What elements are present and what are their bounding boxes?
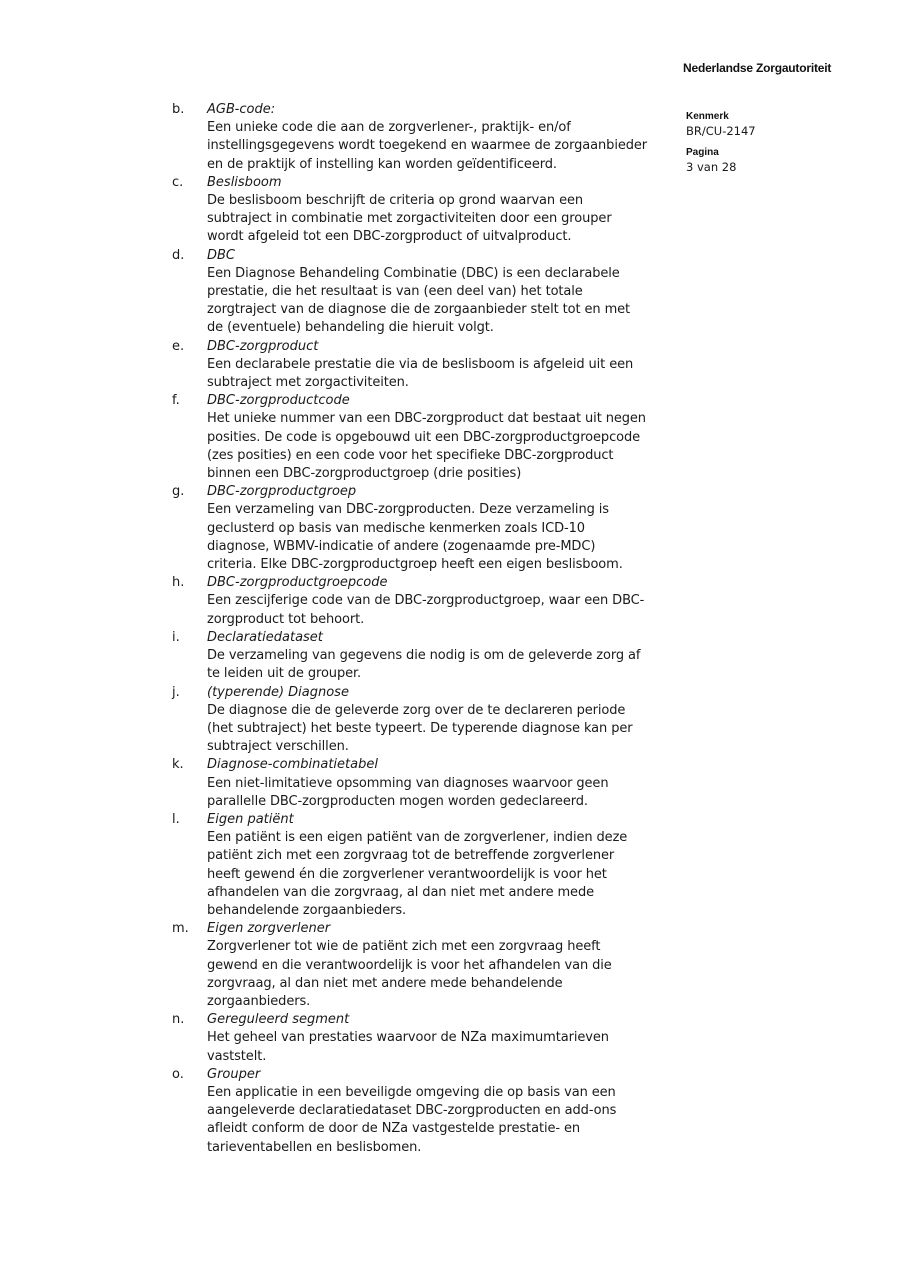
definition-term: Beslisboom <box>207 174 282 190</box>
definition-text-line: afleidt conform de door de NZa vastgestelde prestatie- en <box>207 1121 581 1137</box>
definition-body <box>207 756 732 811</box>
definition-item <box>172 811 732 920</box>
definition-letter: g. <box>172 484 185 500</box>
definition-text-line: wordt afgeleid tot een DBC-zorgproduct of uitvalproduct. <box>207 229 572 245</box>
definition-body <box>207 392 732 483</box>
definition-text-line: Een Diagnose Behandeling Combinatie (DBC) is een declarabele <box>207 265 620 281</box>
definition-body <box>207 483 732 574</box>
definition-letter: h. <box>172 575 185 591</box>
definition-text-line: diagnose, WBMV-indicatie of andere (zogenaamde pre-MDC) <box>207 538 596 554</box>
definition-text-line: Zorgverlener tot wie de patiënt zich met een zorgvraag heeft <box>207 939 601 955</box>
definition-text-line: zorgaanbieders. <box>207 993 311 1009</box>
definition-body <box>207 684 732 757</box>
definition-letter: d. <box>172 247 185 263</box>
definition-text-line: Een applicatie in een beveiligde omgeving die op basis van een <box>207 1084 616 1100</box>
pagina-label: Pagina <box>686 147 719 158</box>
definition-text-line: zorgtraject van de diagnose die de zorgaanbieder stelt tot en met <box>207 302 631 318</box>
definition-text-line: geclusterd op basis van medische kenmerken zoals ICD-10 <box>207 520 585 536</box>
definition-text-line: aangeleverde declaratiedataset DBC-zorgproducten en add-ons <box>207 1103 617 1119</box>
definition-text-line: Het geheel van prestaties waarvoor de NZa maximumtarieven <box>207 1030 609 1046</box>
definition-text-line: parallelle DBC-zorgproducten mogen worden gedeclareerd. <box>207 793 588 809</box>
definition-letter: b. <box>172 102 185 117</box>
definition-term: AGB-code: <box>207 102 276 117</box>
definition-text-line: Een zescijferige code van de DBC-zorgproductgroep, waar een DBC- <box>207 593 645 609</box>
definition-body <box>207 247 732 338</box>
definitions-list <box>172 101 732 1157</box>
definition-text-line: Een patiënt is een eigen patiënt van de zorgverlener, indien deze <box>207 830 628 846</box>
definition-text-line: zorgproduct tot behoort. <box>207 611 365 627</box>
definition-term: Eigen zorgverlener <box>207 921 331 937</box>
definition-body <box>207 629 732 684</box>
kenmerk-value: BR/CU-2147 <box>686 124 756 138</box>
definition-item <box>172 483 732 574</box>
definition-item <box>172 338 732 393</box>
definition-text-line: tarieventabellen en beslisbomen. <box>207 1139 422 1155</box>
definition-text-line: binnen een DBC-zorgproductgroep (drie posities) <box>207 466 522 482</box>
definition-text-line: heeft gewend én die zorgverlener verantwoordelijk is voor het <box>207 866 607 882</box>
definition-body <box>207 574 732 629</box>
definition-text-line: subtraject verschillen. <box>207 739 349 755</box>
definition-body <box>207 1066 732 1157</box>
definition-text-line: Het unieke nummer van een DBC-zorgproduct dat bestaat uit negen <box>207 411 646 427</box>
definition-item <box>172 684 732 757</box>
definition-letter: j. <box>172 684 180 700</box>
definition-item <box>172 101 732 174</box>
definition-text-line: posities. De code is opgebouwd uit een DBC-zorgproductgroepcode <box>207 429 641 445</box>
definition-text-line: subtraject met zorgactiviteiten. <box>207 375 409 391</box>
definition-term: Diagnose-combinatietabel <box>207 757 378 773</box>
definition-term: Grouper <box>207 1066 261 1082</box>
definition-term: DBC-zorgproductgroep <box>207 484 357 500</box>
definition-item <box>172 629 732 684</box>
definition-text-line: de (eventuele) behandeling die hieruit volgt. <box>207 320 494 336</box>
definition-text-line: De verzameling van gegevens die nodig is om de geleverde zorg af <box>207 648 641 664</box>
definition-body <box>207 101 732 174</box>
definition-item <box>172 574 732 629</box>
definition-text-line: criteria. Elke DBC-zorgproductgroep heeft een eigen beslisboom. <box>207 557 623 573</box>
definition-text-line: Een verzameling van DBC-zorgproducten. Deze verzameling is <box>207 502 609 518</box>
definition-term: Gereguleerd segment <box>207 1012 350 1028</box>
definition-item <box>172 920 732 1011</box>
definition-text-line: vaststelt. <box>207 1048 267 1064</box>
definition-term: DBC-zorgproduct <box>207 338 319 354</box>
organization-name: Nederlandse Zorgautoriteit <box>683 61 832 75</box>
definition-text-line: Een niet-limitatieve opsomming van diagnoses waarvoor geen <box>207 775 609 791</box>
definition-text-line: Een unieke code die aan de zorgverlener-, praktijk- en/of <box>207 120 571 136</box>
definition-term: DBC <box>207 247 236 263</box>
definition-text-line: instellingsgegevens wordt toegekend en waarmee de zorgaanbieder <box>207 138 648 154</box>
definition-body <box>207 920 732 1011</box>
definition-text-line: patiënt zich met een zorgvraag tot de betreffende zorgverlener <box>207 848 615 864</box>
definition-item <box>172 1011 732 1066</box>
definition-text-line: te leiden uit de grouper. <box>207 666 362 682</box>
definition-item <box>172 756 732 811</box>
definition-term: Eigen patiënt <box>207 811 294 827</box>
definition-letter: c. <box>172 174 184 190</box>
definition-text-line: en de praktijk of instelling kan worden geïdentificeerd. <box>207 156 557 172</box>
kenmerk-label: Kenmerk <box>686 111 729 122</box>
definition-item <box>172 392 732 483</box>
definition-text-line: (zes posities) en een code voor het specifieke DBC-zorgproduct <box>207 447 614 463</box>
definition-text-line: afhandelen van die zorgvraag, al dan niet met andere mede <box>207 884 595 900</box>
definition-item <box>172 1066 732 1157</box>
definition-text-line: prestatie, die het resultaat is van (een deel van) het totale <box>207 284 583 300</box>
definition-text-line: behandelende zorgaanbieders. <box>207 902 407 918</box>
definition-letter: i. <box>172 629 180 645</box>
pagina-value: 3 van 28 <box>686 160 737 174</box>
definition-body <box>207 338 732 393</box>
definition-term: DBC-zorgproductgroepcode <box>207 575 388 591</box>
definition-term: (typerende) Diagnose <box>207 684 349 700</box>
definition-item <box>172 174 732 247</box>
definition-letter: e. <box>172 338 185 354</box>
definition-text-line: De beslisboom beschrijft de criteria op grond waarvan een <box>207 193 584 209</box>
definition-letter: o. <box>172 1066 184 1082</box>
definition-letter: m. <box>172 921 189 937</box>
definition-body <box>207 811 732 920</box>
definition-text-line: Een declarabele prestatie die via de beslisboom is afgeleid uit een <box>207 356 634 372</box>
definition-term: DBC-zorgproductcode <box>207 393 350 409</box>
definition-text-line: (het subtraject) het beste typeert. De typerende diagnose kan per <box>207 720 633 736</box>
definition-text-line: gewend en die verantwoordelijk is voor het afhandelen van die <box>207 957 612 973</box>
definition-body <box>207 174 732 247</box>
definition-body <box>207 1011 732 1066</box>
definition-item <box>172 247 732 338</box>
definition-letter: f. <box>172 393 180 409</box>
definition-text-line: zorgvraag, al dan niet met andere mede behandelende <box>207 975 563 991</box>
definition-text-line: subtraject in combinatie met zorgactiviteiten door een grouper <box>207 211 612 227</box>
definition-text-line: De diagnose die de geleverde zorg over de te declareren periode <box>207 702 626 718</box>
definition-term: Declaratiedataset <box>207 629 323 645</box>
definition-letter: n. <box>172 1012 185 1028</box>
definition-letter: k. <box>172 757 184 773</box>
definition-letter: l. <box>172 811 180 827</box>
